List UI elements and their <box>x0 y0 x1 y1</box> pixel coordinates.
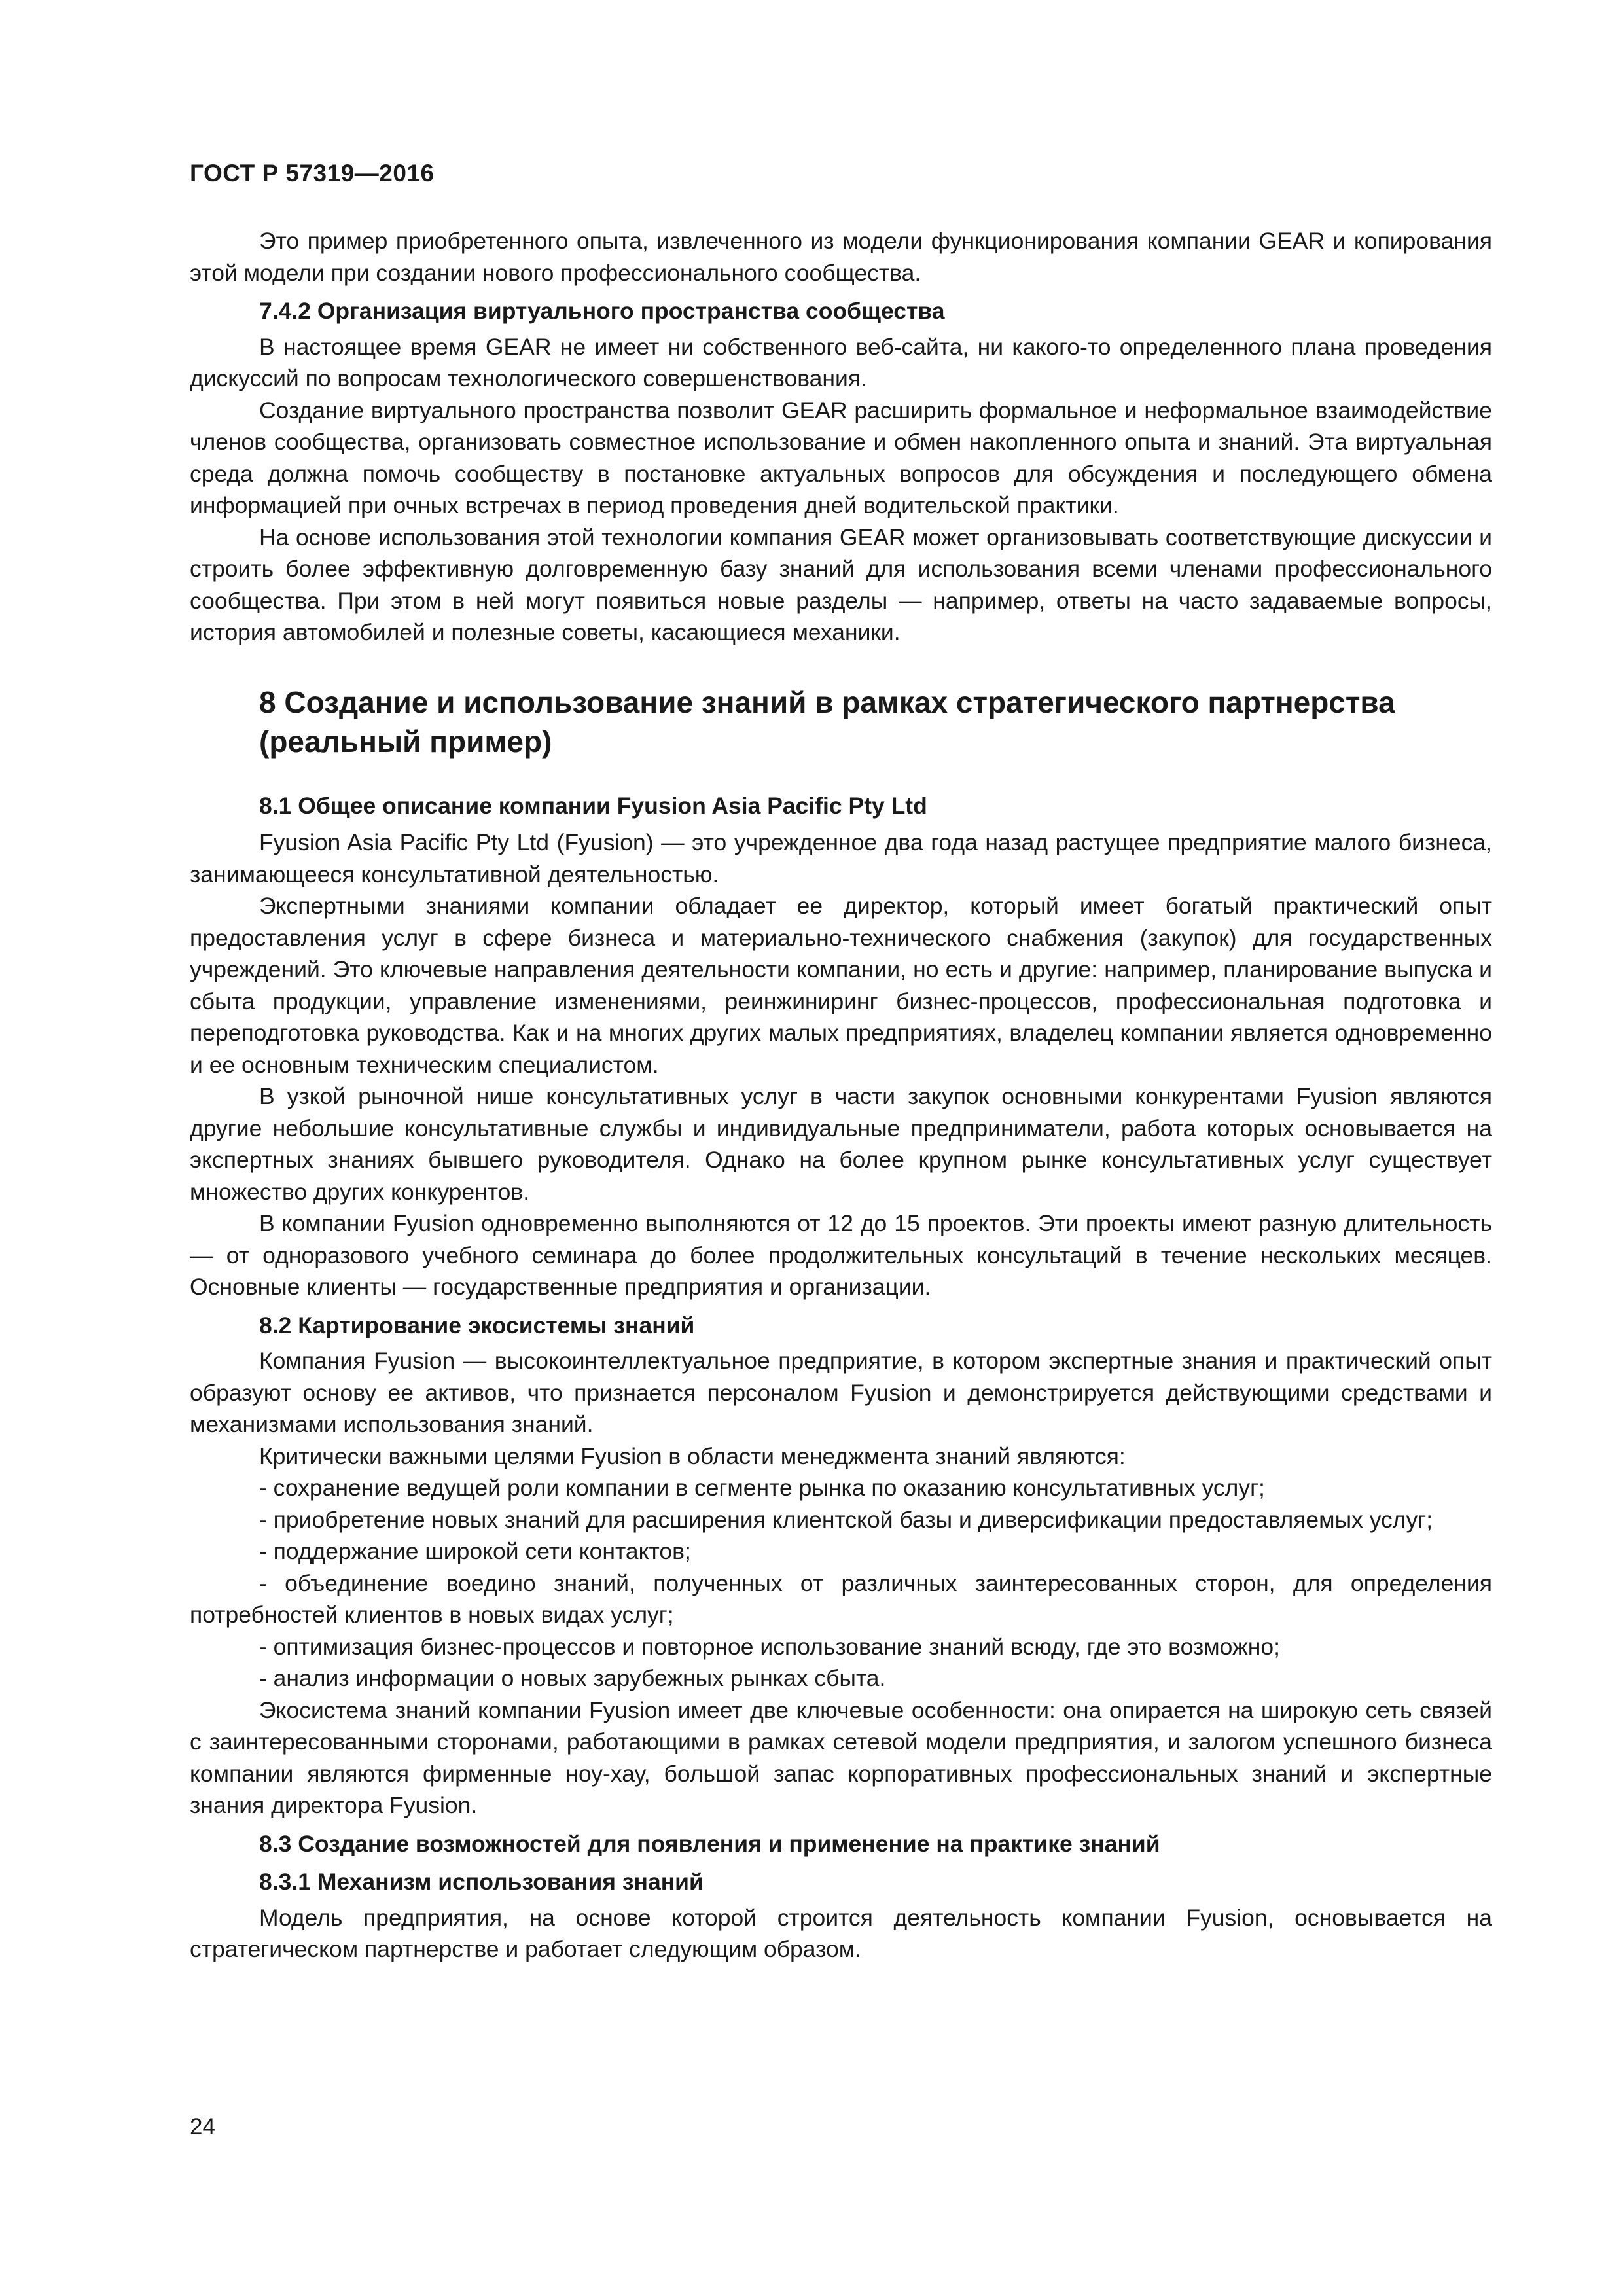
paragraph: Критически важными целями Fyusion в области менеджмента знаний являются: <box>259 1443 1126 1469</box>
section-heading-8-1: 8.1 Общее описание компании Fyusion Asia Pacific Pty Ltd <box>259 792 927 819</box>
paragraph: Это пример приобретенного опыта, извлеченного из модели функционирования компании GEAR и копирования этой модели при создании нового профессионального сообщества. <box>190 228 1492 286</box>
list-item: - объединение воедино знаний, полученных от различных заинтересованных сторон, для определения потребностей клиентов в новых видах услуг; <box>190 1570 1492 1628</box>
paragraph: Компания Fyusion — высокоинтеллектуальное предприятие, в котором экспертные знания и практический опыт образуют основу ее активов, что признается персоналом Fyusion и демонстрируется действующими средствами и механизмами использования знаний. <box>190 1348 1492 1437</box>
paragraph: Экспертными знаниями компании обладает ее директор, который имеет богатый практический опыт предоставления услуг в сфере бизнеса и материально-технического снабжения (закупок) для государственных учреждений. Это ключевые направления деятельности компании, но есть и другие: например, планирование выпуска и сбыта продукции, управление изменениями, реинжиниринг бизнес-процессов, профессиональная подготовка и переподготовка руководства. Как и на многих других малых предприятиях, владелец компании является одновременно и ее основным техническим специалистом. <box>190 893 1492 1078</box>
list-item: - поддержание широкой сети контактов; <box>259 1538 691 1564</box>
document-header: ГОСТ Р 57319—2016 <box>190 160 435 187</box>
paragraph: Создание виртуального пространства позволит GEAR расширить формальное и неформальное взаимодействие членов сообщества, организовать совместное использование и обмен накопленного опыта и знаний. Эта виртуальная среда должна помочь сообществу в постановке актуальных вопросов для обсуждения и последующего обмена информацией при очных встречах в период проведения дней водительской практики. <box>190 397 1492 518</box>
paragraph: В настоящее время GEAR не имеет ни собственного веб-сайта, ни какого-то определенного плана проведения дискуссий по вопросам технологического совершенствования. <box>190 333 1492 391</box>
paragraph: Модель предприятия, на основе которой строится деятельность компании Fyusion, основывается на стратегическом партнерстве и работает следующим образом. <box>190 1904 1492 1962</box>
paragraph: Fyusion Asia Pacific Pty Ltd (Fyusion) — это учрежденное два года назад растущее предприятие малого бизнеса, занимающееся консультативной деятельностью. <box>190 829 1492 888</box>
paragraph: На основе использования этой технологии компания GEAR может организовывать соответствующие дискуссии и строить более эффективную долговременную базу знаний для использования всеми членами профессионального сообщества. При этом в ней могут появиться новые разделы — например, ответы на часто задаваемые вопросы, история автомобилей и полезные советы, касающиеся механики. <box>190 524 1492 645</box>
paragraph: В компании Fyusion одновременно выполняются от 12 до 15 проектов. Эти проекты имеют разную длительность — от одноразового учебного семинара до более продолжительных консультаций в течение нескольких месяцев. Основные клиенты — государственные предприятия и организации. <box>190 1210 1492 1300</box>
list-item: - анализ информации о новых зарубежных рынках сбыта. <box>259 1665 886 1691</box>
list-item: - оптимизация бизнес-процессов и повторное использование знаний всюду, где это возможно; <box>259 1633 1280 1660</box>
paragraph: Экосистема знаний компании Fyusion имеет две ключевые особенности: она опирается на широкую сеть связей с заинтересованными сторонами, работающими в рамках сетевой модели предприятия, и залогом успешного бизнеса компании являются фирменные ноу-хау, большой запас корпоративных профессиональных знаний и экспертные знания директора Fyusion. <box>190 1696 1492 1818</box>
page-number: 24 <box>190 2114 215 2140</box>
section-heading-8-3-1: 8.3.1 Механизм использования знаний <box>259 1869 704 1895</box>
paragraph: В узкой рыночной нише консультативных услуг в части закупок основными конкурентами Fyusion являются другие небольшие консультативные службы и индивидуальные предприниматели, работа которых основывается на экспертных знаниях бывшего руководителя. Однако на более крупном рынке консультативных услуг существует множество других конкурентов. <box>190 1083 1492 1205</box>
section-heading-8-3: 8.3 Создание возможностей для появления и применение на практике знаний <box>259 1830 1160 1857</box>
section-heading-8: 8 Создание и использование знаний в рамках стратегического партнерства (реальный пример) <box>259 685 1395 759</box>
section-heading-8-2: 8.2 Картирование экосистемы знаний <box>259 1312 695 1338</box>
list-item: - приобретение новых знаний для расширения клиентской базы и диверсификации предоставляемых услуг; <box>259 1506 1433 1533</box>
list-item: - сохранение ведущей роли компании в сегменте рынка по оказанию консультативных услуг; <box>259 1475 1265 1501</box>
document-body <box>190 225 1492 1965</box>
section-heading-7-4-2: 7.4.2 Организация виртуального пространства сообщества <box>259 298 945 324</box>
